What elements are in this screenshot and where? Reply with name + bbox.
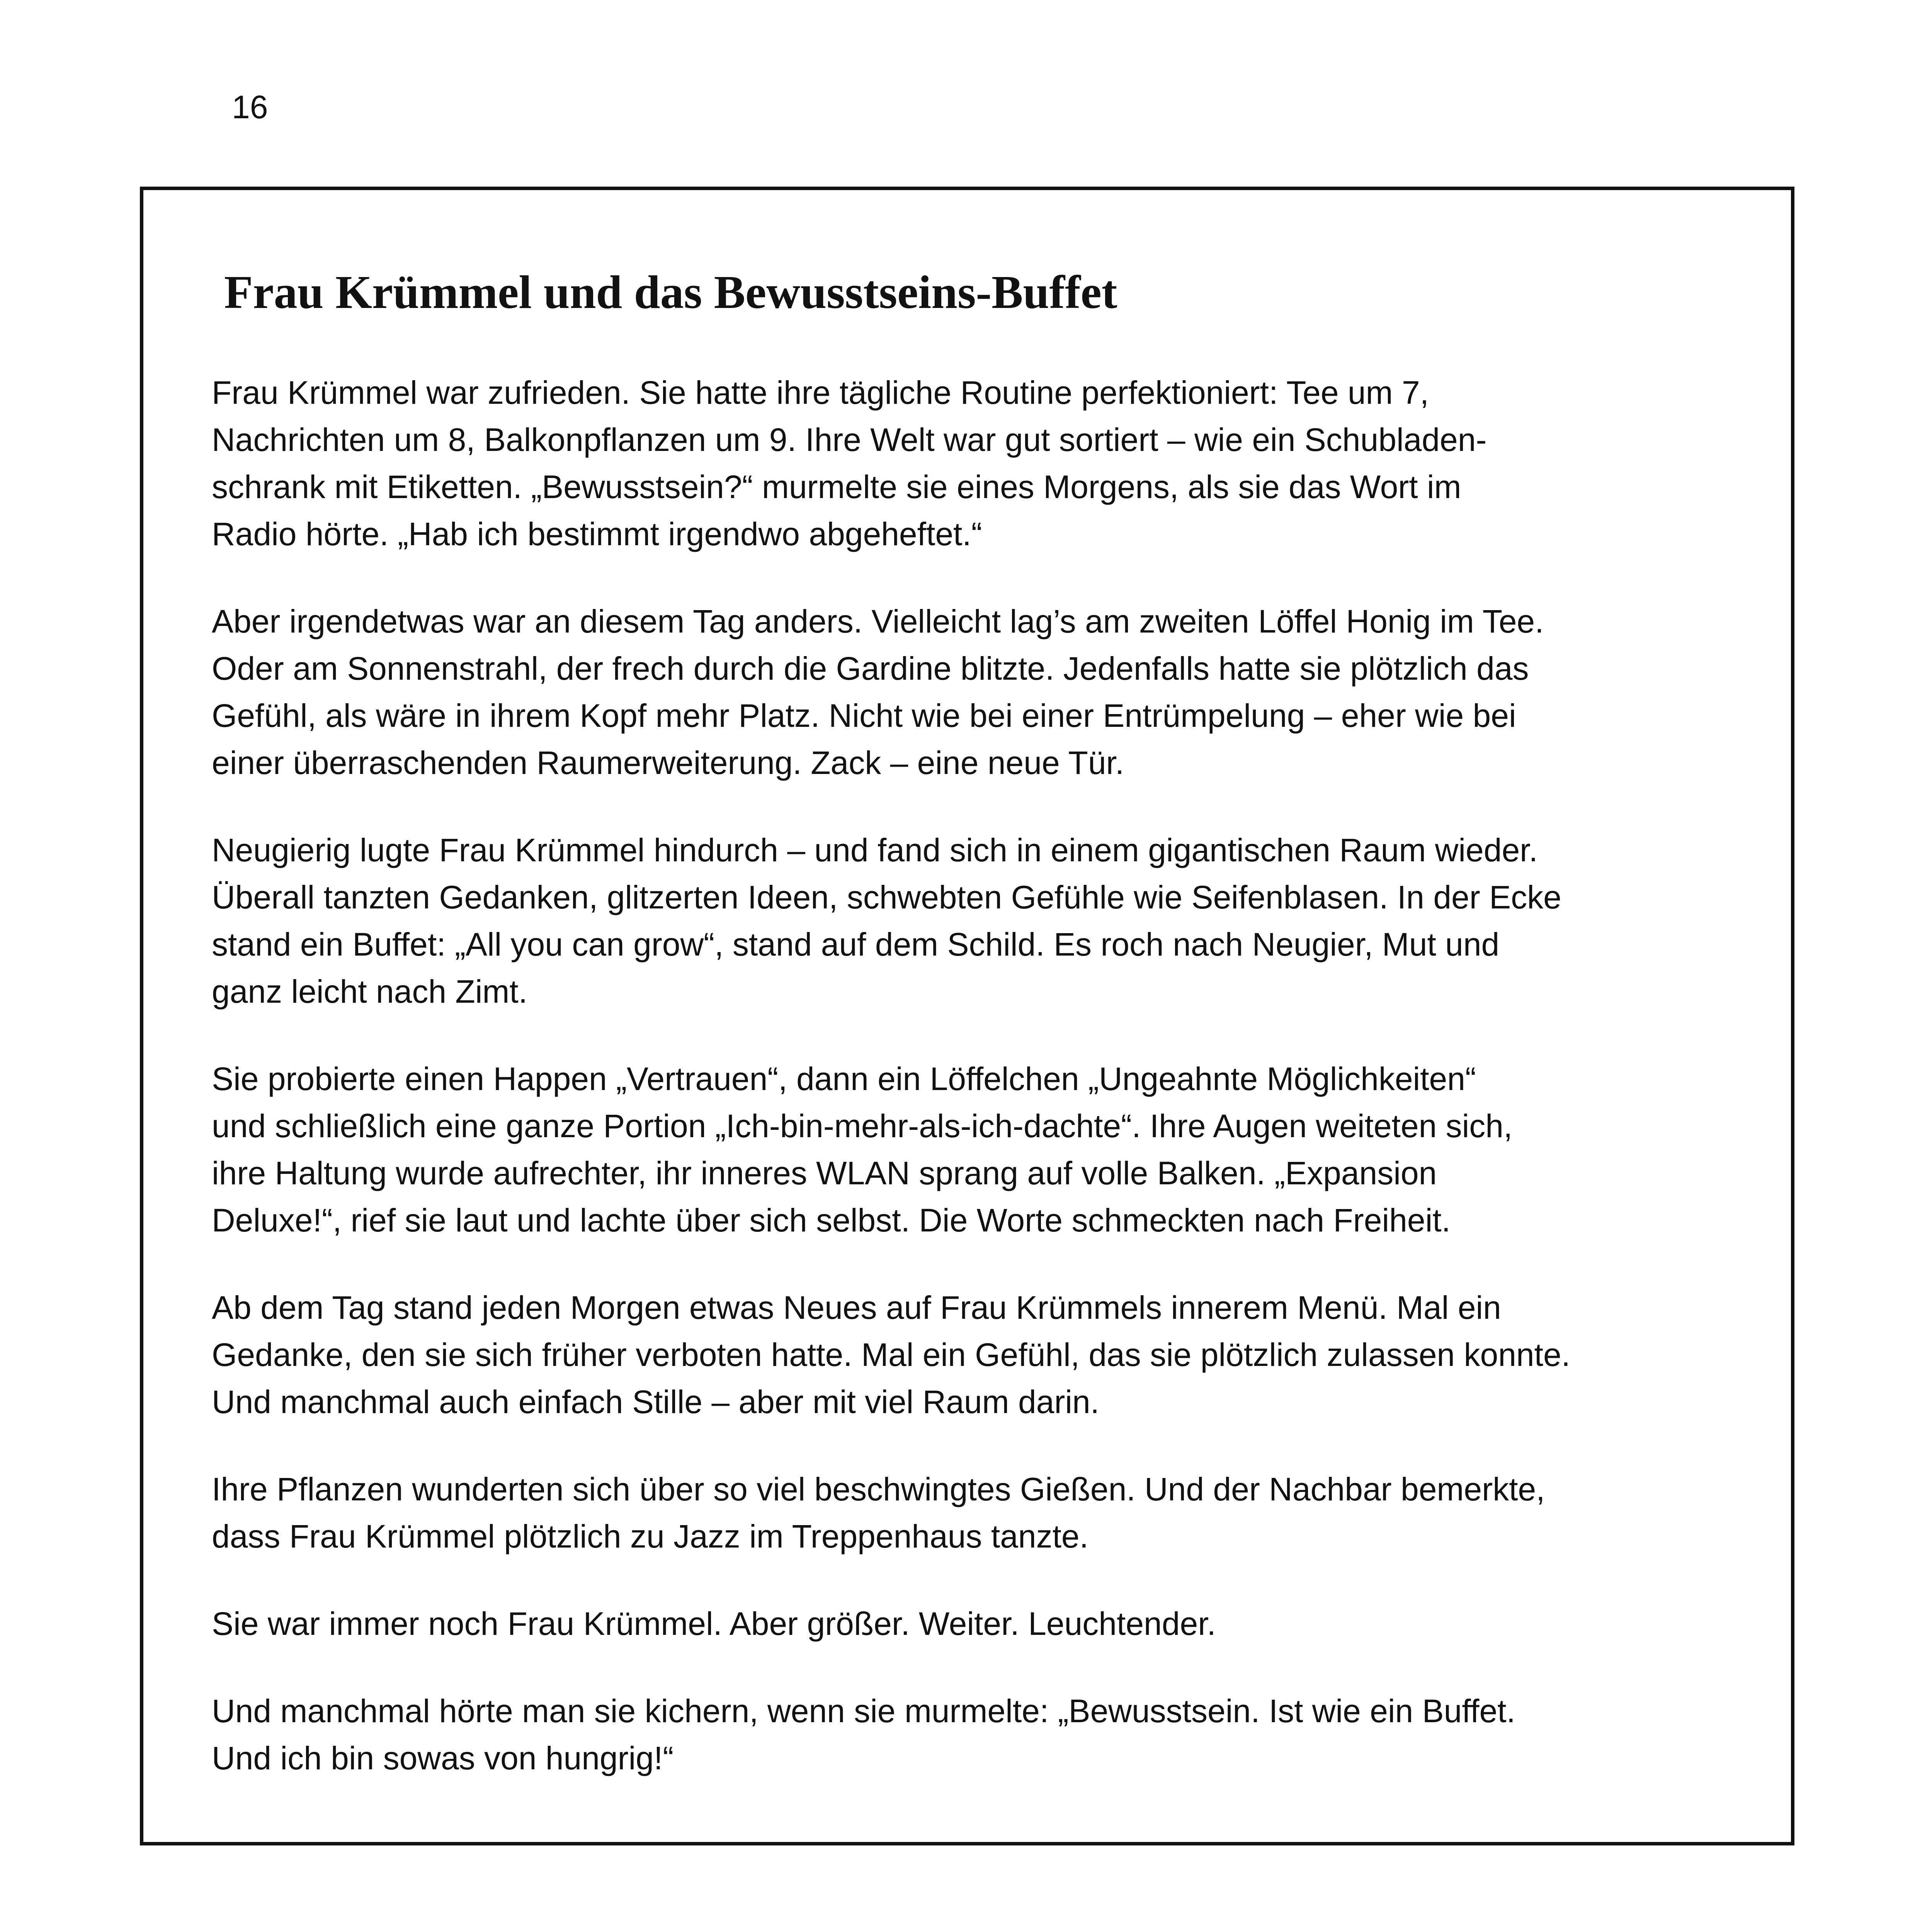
- page-number: 16: [232, 89, 268, 125]
- text-line: und schließlich eine ganze Portion „Ich-bin-mehr-als-ich-dachte“. Ihre Augen weiteten sich,: [212, 1108, 1513, 1144]
- paragraph: [212, 1284, 1742, 1425]
- text-line: Nachrichten um 8, Balkonpflanzen um 9. Ihre Welt war gut sortiert – wie ein Schubladen-: [212, 422, 1487, 458]
- text-line: Frau Krümmel war zufrieden. Sie hatte ihre tägliche Routine perfektioniert: Tee um 7,: [212, 374, 1429, 411]
- text-line: Oder am Sonnenstrahl, der frech durch die Gardine blitzte. Jedenfalls hatte sie plötzlich das: [212, 650, 1529, 687]
- text-line: schrank mit Etiketten. „Bewusstsein?“ murmelte sie eines Morgens, als sie das Wort im: [212, 469, 1461, 505]
- text-line: stand ein Buffet: „All you can grow“, stand auf dem Schild. Es roch nach Neugier, Mut und: [212, 926, 1500, 963]
- paragraph: [212, 1466, 1742, 1560]
- text-line: dass Frau Krümmel plötzlich zu Jazz im Treppenhaus tanzte.: [212, 1518, 1088, 1554]
- paragraph: [212, 1687, 1742, 1782]
- story-title: Frau Krümmel und das Bewusstseins-Buffet: [224, 266, 1117, 318]
- text-line: einer überraschenden Raumerweiterung. Zack – eine neue Tür.: [212, 745, 1124, 781]
- text-line: Neugierig lugte Frau Krümmel hindurch – und fand sich in einem gigantischen Raum wieder.: [212, 832, 1538, 868]
- text-line: Sie probierte einen Happen „Vertrauen“, dann ein Löffelchen „Ungeahnte Möglichkeiten“: [212, 1061, 1476, 1097]
- paragraph: [212, 369, 1742, 558]
- text-line: Und manchmal auch einfach Stille – aber mit viel Raum darin.: [212, 1384, 1100, 1420]
- text-line: Und ich bin sowas von hungrig!“: [212, 1740, 674, 1776]
- text-line: ihre Haltung wurde aufrechter, ihr inneres WLAN sprang auf volle Balken. „Expansion: [212, 1155, 1437, 1191]
- text-line: Gefühl, als wäre in ihrem Kopf mehr Platz. Nicht wie bei einer Entrümpelung – eher wie bei: [212, 697, 1516, 734]
- text-line: Sie war immer noch Frau Krümmel. Aber größer. Weiter. Leuchtender.: [212, 1605, 1216, 1642]
- text-line: Ab dem Tag stand jeden Morgen etwas Neues auf Frau Krümmels innerem Menü. Mal ein: [212, 1289, 1501, 1326]
- text-line: ganz leicht nach Zimt.: [212, 973, 528, 1010]
- text-line: Ihre Pflanzen wunderten sich über so viel beschwingtes Gießen. Und der Nachbar bemerkte,: [212, 1471, 1545, 1507]
- text-line: Und manchmal hörte man sie kichern, wenn sie murmelte: „Bewusstsein. Ist wie ein Buffet.: [212, 1693, 1515, 1729]
- paragraph: [212, 827, 1742, 1015]
- paragraph: [212, 1600, 1742, 1647]
- story-body: [212, 369, 1742, 1822]
- text-line: Radio hörte. „Hab ich bestimmt irgendwo abgeheftet.“: [212, 516, 982, 552]
- text-line: Deluxe!“, rief sie laut und lachte über sich selbst. Die Worte schmeckten nach Freiheit.: [212, 1202, 1451, 1238]
- text-line: Gedanke, den sie sich früher verboten hatte. Mal ein Gefühl, das sie plötzlich zulassen konnte.: [212, 1337, 1571, 1373]
- paragraph: [212, 1055, 1742, 1244]
- text-line: Aber irgendetwas war an diesem Tag anders. Vielleicht lag’s am zweiten Löffel Honig im Tee.: [212, 603, 1544, 639]
- text-line: Überall tanzten Gedanken, glitzerten Ideen, schwebten Gefühle wie Seifenblasen. In der Ecke: [212, 879, 1561, 915]
- paragraph: [212, 598, 1742, 786]
